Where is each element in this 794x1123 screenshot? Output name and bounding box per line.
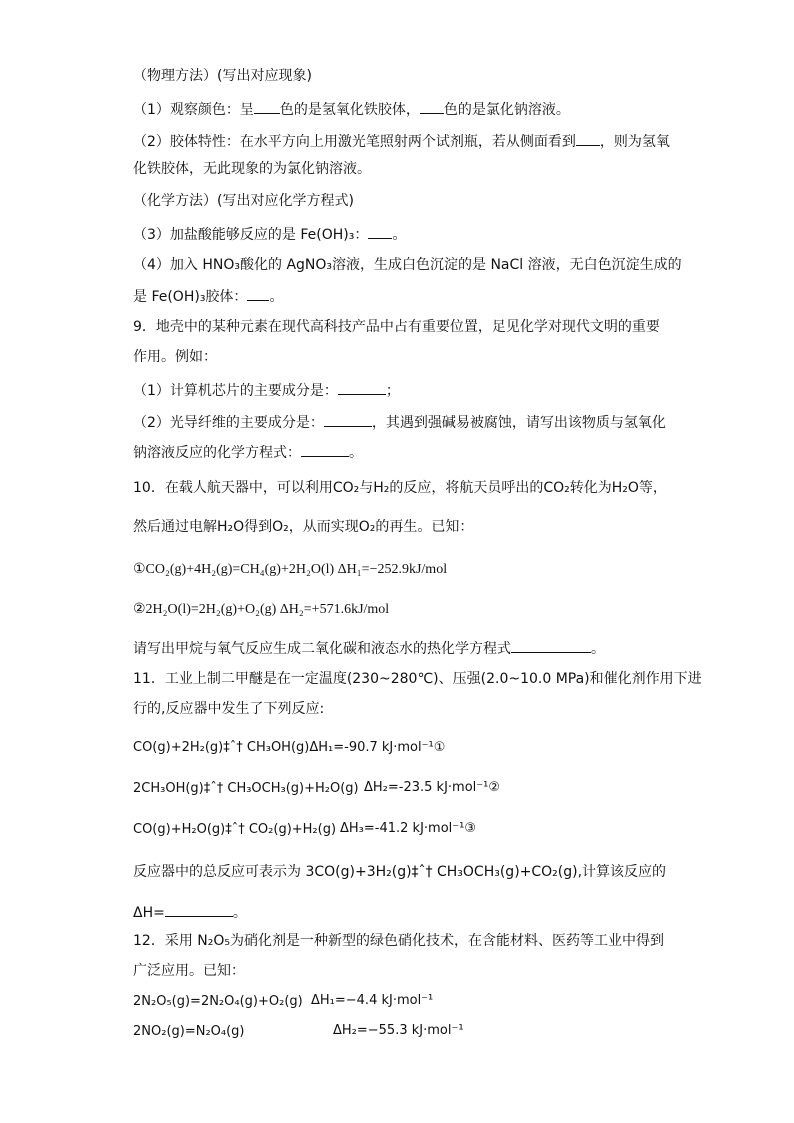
text: （化学方法）(写出对应化学方程式) xyxy=(133,193,354,209)
text: 作用。例如： xyxy=(133,349,217,365)
equation-12-2 xyxy=(133,1023,245,1041)
answer-blank[interactable] xyxy=(165,902,233,917)
reaction-1 xyxy=(133,739,445,757)
equation-2 xyxy=(133,601,389,619)
question-1 xyxy=(133,99,570,119)
problem-9-q2-cont xyxy=(133,442,363,462)
section-chemical-method xyxy=(133,192,354,210)
problem-12 xyxy=(133,932,664,950)
text: 广泛应用。已知： xyxy=(133,963,245,979)
text: （物理方法）(写出对应现象) xyxy=(133,68,312,84)
question-2-cont xyxy=(133,160,371,178)
text: 2CH₃OH(g)‡ˆ† CH₃OCH₃(g)+H₂O(g) xyxy=(133,781,359,796)
question-4-cont xyxy=(133,286,283,306)
equation-1 xyxy=(133,561,447,579)
answer-blank[interactable] xyxy=(247,286,269,301)
answer-blank[interactable] xyxy=(324,412,372,427)
question-2 xyxy=(133,131,670,151)
text: ①CO₂(g)+4H₂(g)=CH₄(g)+2H₂O(l) ΔH₁=−252.9kJ/mol xyxy=(133,562,448,577)
equation-12-2-enthalpy: ΔH₂=−55.3 kJ·mol⁻¹ xyxy=(333,1023,464,1038)
p9q1-text-a: （1）计算机芯片的主要成分是： xyxy=(133,383,338,399)
reaction-2-enthalpy: ΔH₂=-23.5 kJ·mol⁻¹② xyxy=(364,780,500,795)
text: 10．在载人航天器中，可以利用CO₂与H₂的反应，将航天员呼出的CO₂转化为H₂O等， xyxy=(133,480,667,496)
problem-9-cont xyxy=(133,348,217,366)
q4-text-b: 。 xyxy=(269,289,284,305)
p10-text-b: 。 xyxy=(591,641,605,657)
q1-text-b: 色的是氢氧化铁胶体， xyxy=(279,102,420,118)
p11-text-a: ΔH= xyxy=(133,905,165,921)
problem-9 xyxy=(133,318,660,336)
text: ②2H₂O(l)=2H₂(g)+O₂(g) ΔH₂=+571.6kJ/mol xyxy=(133,602,390,617)
text: （4）加入 HNO₃酸化的 AgNO₃溶液，生成白色沉淀的是 NaCl 溶液，无白色沉淀生成的 xyxy=(133,257,682,273)
p10-text-a: 请写出甲烷与氧气反应生成二氧化碳和液态水的热化学方程式 xyxy=(133,641,511,657)
equation-12-1 xyxy=(133,993,303,1011)
problem-11-cont xyxy=(133,700,324,718)
q4-text-a: 是 Fe(OH)₃胶体： xyxy=(133,289,248,305)
q3-text-a: （3）加盐酸能够反应的是 Fe(OH)₃： xyxy=(133,227,369,243)
problem-10-ask xyxy=(133,638,605,658)
p9q2-text-c: 钠溶液反应的化学方程式： xyxy=(133,445,301,461)
answer-blank[interactable] xyxy=(254,99,280,114)
p9q1-text-b: ； xyxy=(385,383,400,399)
text: 反应器中的总反应可表示为 3CO(g)+3H₂(g)‡ˆ† CH₃OCH₃(g)+CO₂(g),计算该反应的 xyxy=(133,864,667,880)
problem-11 xyxy=(133,670,702,688)
text: 2NO₂(g)=N₂O₄(g) xyxy=(133,1024,245,1039)
reaction-2 xyxy=(133,780,359,798)
p9q2-text-d: 。 xyxy=(349,445,363,461)
text: 化铁胶体，无此现象的为氯化钠溶液。 xyxy=(133,161,371,177)
text: 11．工业上制二甲醚是在一定温度(230~280℃)、压强(2.0~10.0 MPa)和催化剂作用下进 xyxy=(133,671,702,687)
problem-9-q1 xyxy=(133,380,400,400)
problem-10-cont xyxy=(133,518,473,536)
problem-11-total xyxy=(133,863,666,881)
q1-text-a: （1）观察颜色：呈 xyxy=(133,102,254,118)
text: 12．采用 N₂O₅为硝化剂是一种新型的绿色硝化技术，在含能材料、医药等工业中得到 xyxy=(133,933,664,949)
question-4 xyxy=(133,256,682,274)
answer-blank[interactable] xyxy=(576,131,600,146)
p9q2-text-b: ，其遇到强碱易被腐蚀，请写出该物质与氢氧化 xyxy=(371,415,666,431)
text: 2N₂O₅(g)=2N₂O₄(g)+O₂(g) xyxy=(133,994,303,1009)
answer-blank[interactable] xyxy=(368,224,392,239)
text: 行的,反应器中发生了下列反应: xyxy=(133,701,325,717)
section-physical-method xyxy=(133,67,312,85)
answer-blank[interactable] xyxy=(511,638,591,653)
reaction-3 xyxy=(133,821,336,839)
answer-blank[interactable] xyxy=(338,380,386,395)
problem-11-ask xyxy=(133,902,247,922)
q2-text-a: （2）胶体特性：在水平方向上用激光笔照射两个试剂瓶，若从侧面看到 xyxy=(133,134,576,150)
problem-9-q2 xyxy=(133,412,666,432)
equation-12-1-enthalpy: ΔH₁=−4.4 kJ·mol⁻¹ xyxy=(311,993,434,1008)
p9q2-text-a: （2）光导纤维的主要成分是： xyxy=(133,415,324,431)
q3-text-b: 。 xyxy=(392,227,407,243)
reaction-3-enthalpy: ΔH₃=-41.2 kJ·mol⁻¹③ xyxy=(340,821,476,836)
text: 9．地壳中的某种元素在现代高科技产品中占有重要位置，足见化学对现代文明的重要 xyxy=(133,319,660,335)
p11-text-b: 。 xyxy=(232,905,247,921)
problem-10 xyxy=(133,479,667,497)
text: 然后通过电解H₂O得到O₂，从而实现O₂的再生。已知： xyxy=(133,519,474,535)
q2-text-b: ，则为氢氧 xyxy=(599,134,670,150)
question-3 xyxy=(133,224,406,244)
text: CO(g)+2H₂(g)‡ˆ† CH₃OH(g)ΔH₁=-90.7 kJ·mol⁻¹① xyxy=(133,740,446,755)
answer-blank[interactable] xyxy=(420,99,444,114)
answer-blank[interactable] xyxy=(301,442,349,457)
problem-12-cont xyxy=(133,962,245,980)
q1-text-c: 色的是氯化钠溶液。 xyxy=(443,102,570,118)
text: CO(g)+H₂O(g)‡ˆ† CO₂(g)+H₂(g) xyxy=(133,822,337,837)
